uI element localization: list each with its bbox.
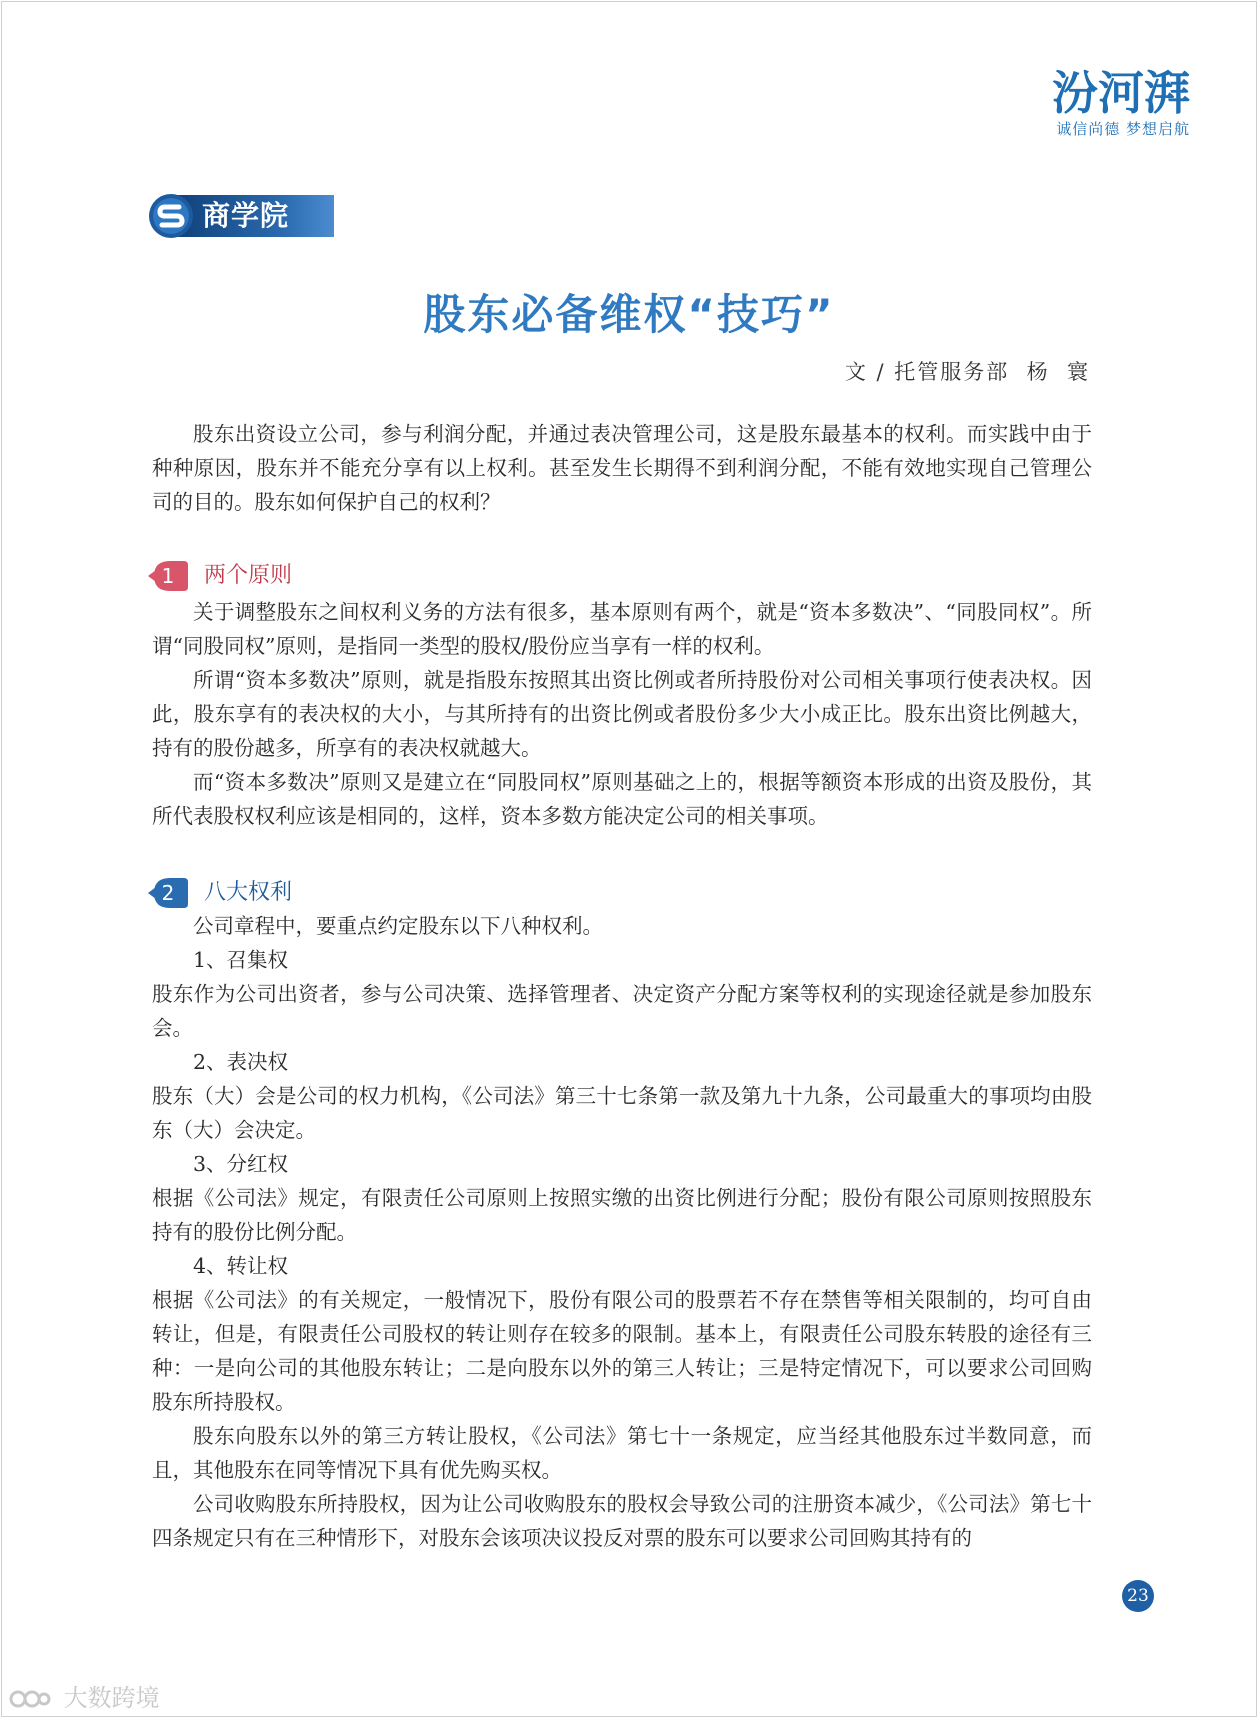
- right-text-3: 根据《公司法》规定，有限责任公司原则上按照实缴的出资比例进行分配；股份有限公司原则按照股东持有的股份比例分配。: [152, 1186, 1092, 1244]
- part1-paragraph-1: 关于调整股东之间权利义务的方法有很多，基本原则有两个，就是“资本多数决”、“同股同权”。所谓“同股同权”原则，是指同一类型的股权/股份应当享有一样的权利。: [152, 600, 1092, 658]
- part2-block: [152, 909, 1092, 1555]
- heading-2-label: 八大权利: [204, 880, 293, 905]
- article-title: 股东必备维权“技巧”: [423, 290, 835, 339]
- part1-paragraph-2: 所谓“资本多数决”原则，就是指股东按照其出资比例或者所持股份对公司相关事项行使表决权。因此，股东享有的表决权的大小，与其所持有的出资比例或者股份多少大小成正比。股东出资比例越大，持有的股份越多，所享有的表决权就越大。: [152, 668, 1092, 760]
- part2-extra-paragraph-1: 股东向股东以外的第三方转让股权，《公司法》第七十一条规定，应当经其他股东过半数同意，而且，其他股东在同等情况下具有优先购买权。: [152, 1424, 1092, 1482]
- section-s-icon: [148, 193, 194, 239]
- heading-1-label: 两个原则: [204, 563, 293, 588]
- part1-block: [152, 595, 1092, 833]
- section-label: 商学院: [202, 199, 290, 232]
- right-text-2: 股东（大）会是公司的权力机构，《公司法》第三十七条第一款及第九十九条，公司最重大的事项均由股东（大）会决定。: [152, 1084, 1092, 1142]
- section-banner: [148, 193, 334, 239]
- part1-paragraph-3: 而“资本多数决”原则又是建立在“同股同权”原则基础之上的，根据等额资本形成的出资及股份，其所代表股权权利应该是相同的，这样，资本多数方能决定公司的相关事项。: [152, 770, 1092, 828]
- article-byline: 文 / 托管服务部 杨 寰: [844, 360, 1090, 384]
- watermark: [8, 1682, 160, 1714]
- intro-block: [152, 417, 1092, 519]
- watermark-logo-icon: [8, 1686, 52, 1712]
- brand-logo: [1040, 68, 1190, 139]
- heading-2-number: 2: [161, 881, 175, 905]
- right-title-3: 3、分红权: [193, 1152, 289, 1176]
- brand-name: 汾河湃: [1052, 66, 1190, 120]
- part2-intro: 公司章程中，要重点约定股东以下八种权利。: [193, 914, 603, 938]
- right-title-4: 4、转让权: [193, 1254, 289, 1278]
- brand-slogan: 诚信尚德 梦想启航: [1056, 120, 1190, 138]
- heading-1-number: 1: [161, 564, 175, 588]
- right-text-4: 根据《公司法》的有关规定，一般情况下，股份有限公司的股票若不存在禁售等相关限制的，均可自由转让，但是，有限责任公司股权的转让则存在较多的限制。基本上，有限责任公司股东转股的途径有三种：一是向公司的其他股东转让；二是向股东以外的第三人转让；三是特定情况下，可以要求公司回购股东所持股权。: [152, 1288, 1092, 1414]
- right-title-2: 2、表决权: [193, 1050, 289, 1074]
- right-text-1: 股东作为公司出资者，参与公司决策、选择管理者、决定资产分配方案等权利的实现途径就是参加股东会。: [152, 982, 1092, 1040]
- page-number: 23: [1122, 1580, 1154, 1612]
- part2-extra-paragraph-2: 公司收购股东所持股权，因为让公司收购股东的股权会导致公司的注册资本减少，《公司法》第七十四条规定只有在三种情形下，对股东会该项决议投反对票的股东可以要求公司回购其持有的: [152, 1492, 1092, 1550]
- intro-paragraph: 股东出资设立公司，参与利润分配，并通过表决管理公司，这是股东最基本的权利。而实践中由于种种原因，股东并不能充分享有以上权利。甚至发生长期得不到利润分配，不能有效地实现自己管理公司的目的。股东如何保护自己的权利？: [152, 422, 1092, 514]
- watermark-text: 大数跨境: [63, 1684, 160, 1712]
- right-title-1: 1、召集权: [193, 948, 289, 972]
